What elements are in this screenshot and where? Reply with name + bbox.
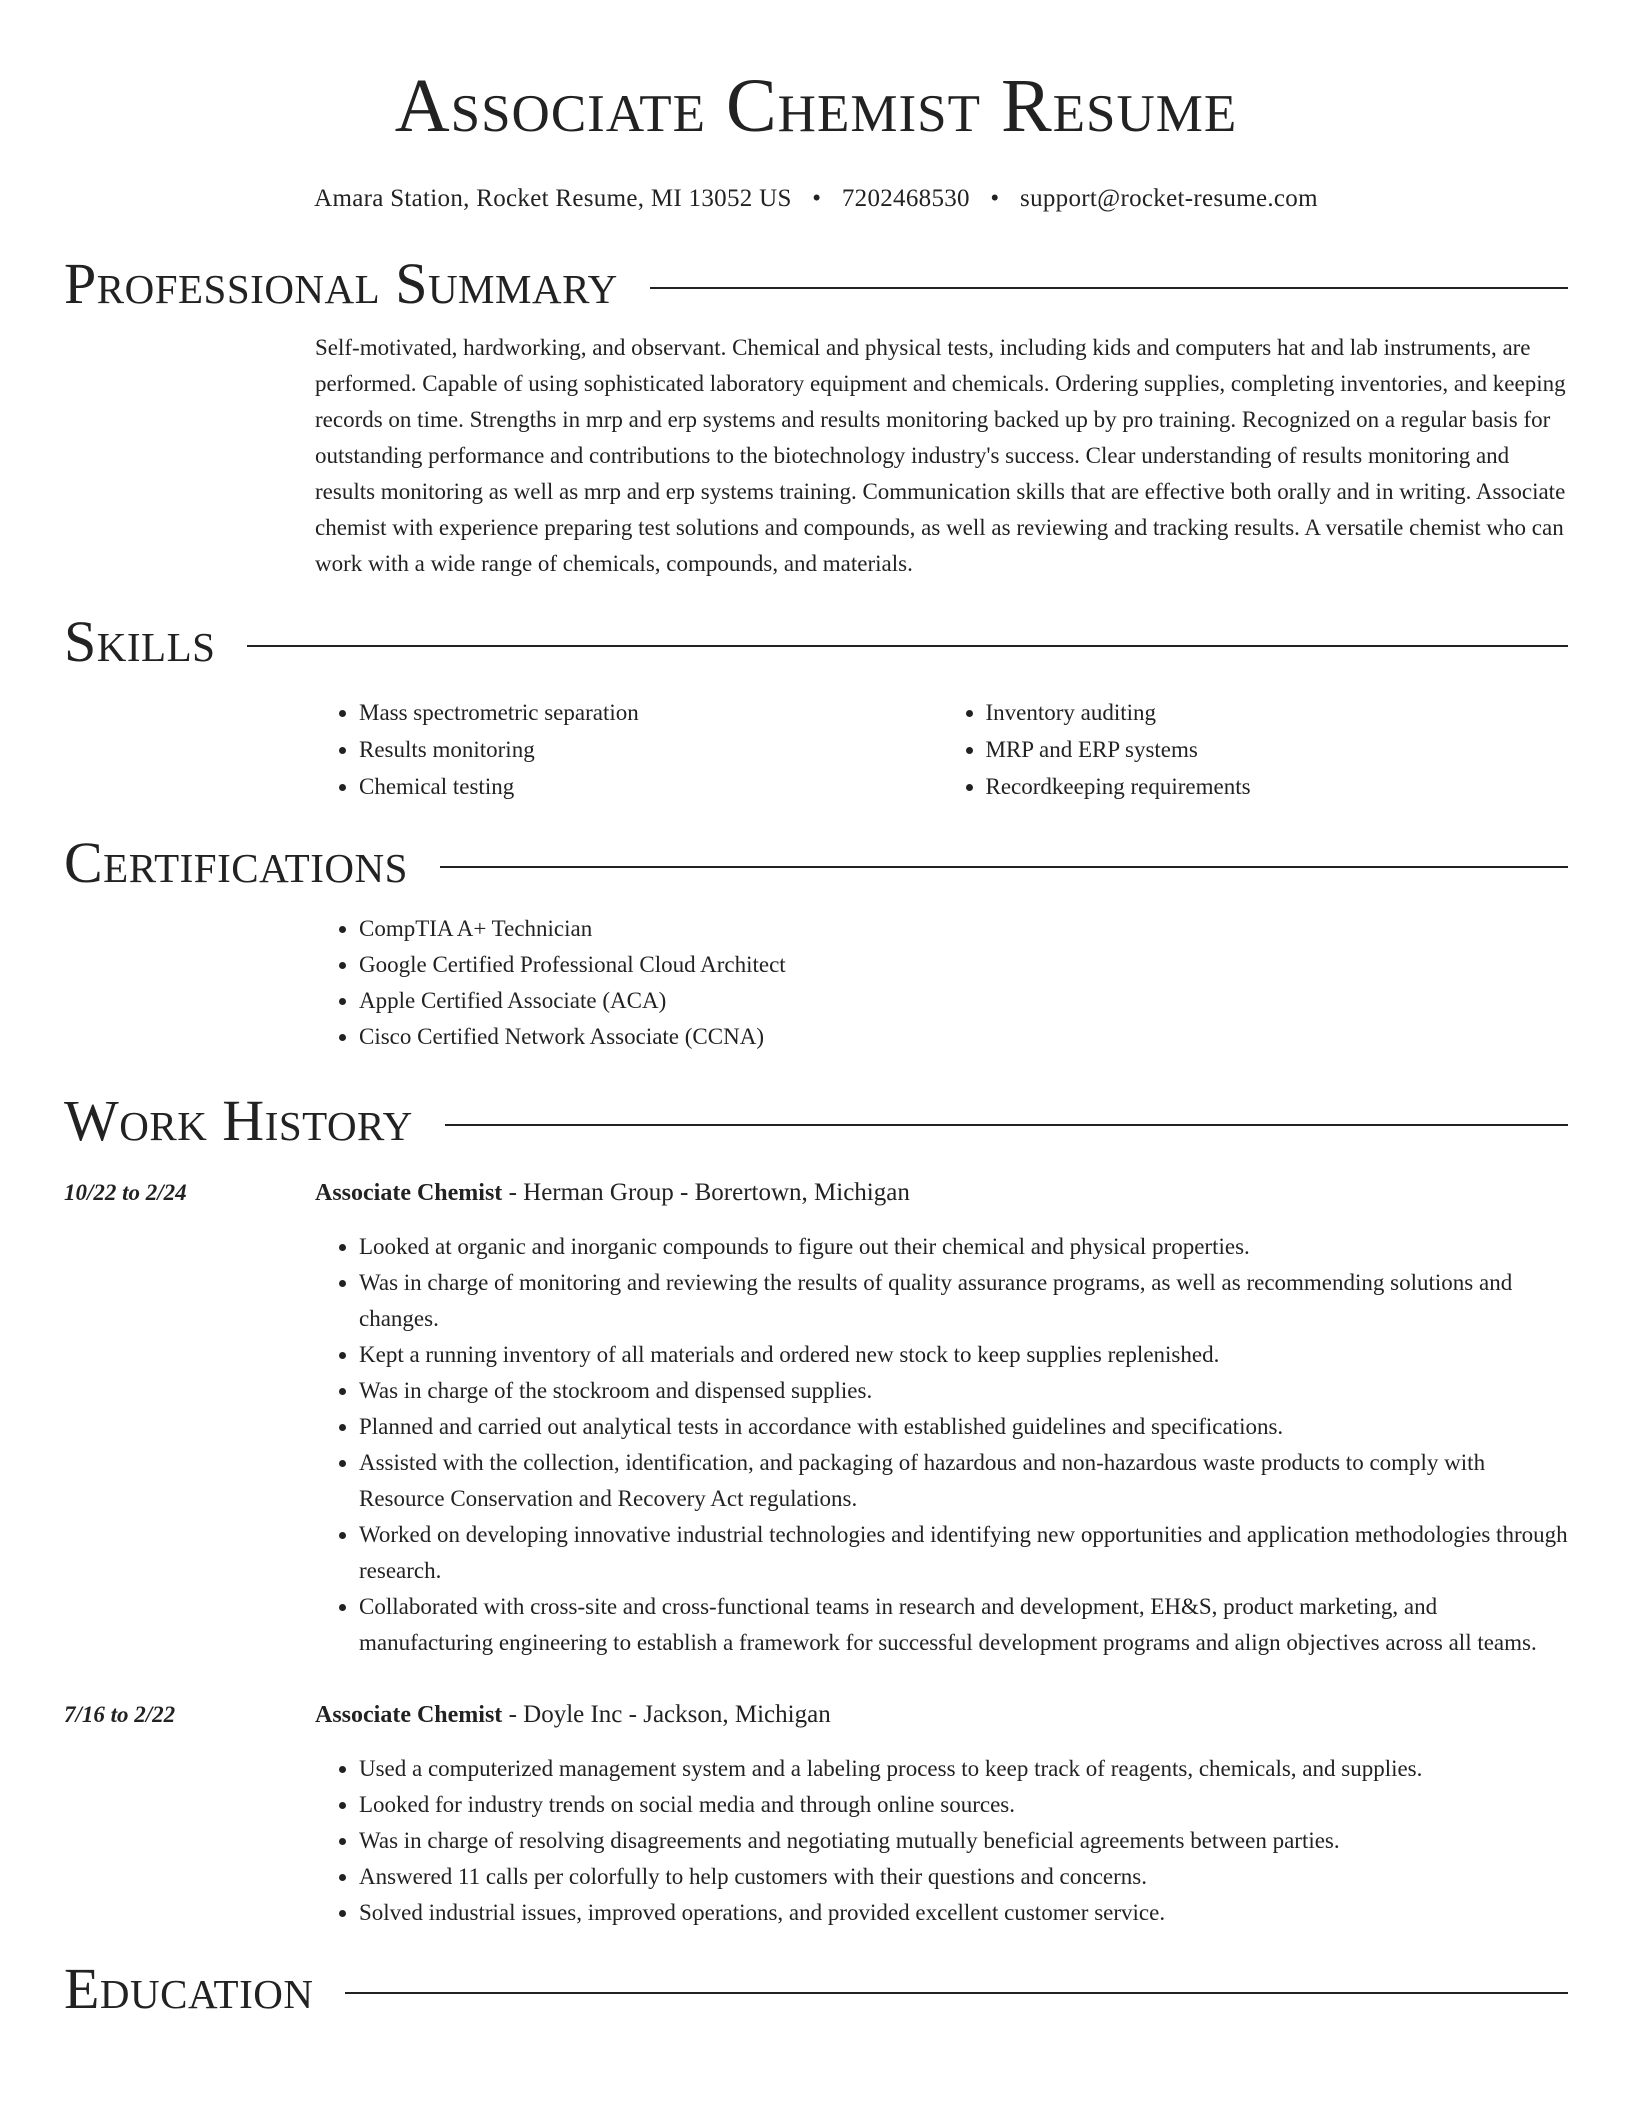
certifications-list <box>315 911 1568 1055</box>
job-bullet: • Looked for industry trends on social media and through online sources. <box>359 1787 1568 1823</box>
job-bullet: • Looked at organic and inorganic compounds to figure out their chemical and physical properties. <box>359 1229 1568 1265</box>
job-dates: 10/22 to 2/24 <box>64 1180 187 1205</box>
skill-item: • Mass spectrometric separation <box>359 694 942 731</box>
skills-header <box>64 602 1568 682</box>
certifications-header <box>64 823 1568 903</box>
job-employer: - Doyle Inc - Jackson, Michigan <box>502 1701 831 1728</box>
contact-separator: • <box>990 185 1000 212</box>
skill-item: • Inventory auditing <box>986 694 1569 731</box>
skills-grid <box>315 694 1568 805</box>
job-bullet: • Assisted with the collection, identification, and packaging of hazardous and non-hazardous waste products to comply with Resource Conservation and Recovery Act regulations. <box>359 1445 1568 1517</box>
section-divider <box>440 866 1568 868</box>
job-header <box>315 1175 1568 1211</box>
work-history-heading: Work History <box>64 1088 413 1153</box>
skills-right-column <box>942 694 1569 805</box>
certification-item: • Google Certified Professional Cloud Architect <box>359 947 1568 983</box>
skill-item: • Results monitoring <box>359 731 942 768</box>
section-divider <box>650 287 1568 289</box>
job-bullet: • Was in charge of resolving disagreements and negotiating mutually beneficial agreements between parties. <box>359 1823 1568 1859</box>
job-bullet: • Used a computerized management system and a labeling process to keep track of reagents, chemicals, and supplies. <box>359 1751 1568 1787</box>
skill-item: • Recordkeeping requirements <box>986 768 1569 805</box>
certification-item: • CompTIA A+ Technician <box>359 911 1568 947</box>
job-bullet: • Worked on developing innovative industrial technologies and identifying new opportunities and application methodologies through research. <box>359 1517 1568 1589</box>
resume-title: Associate Chemist Resume <box>394 64 1238 148</box>
skills-left-column <box>315 694 942 805</box>
job-bullet: • Solved industrial issues, improved operations, and provided excellent customer service. <box>359 1895 1568 1931</box>
summary-text: Self-motivated, hardworking, and observant. Chemical and physical tests, including kids and computers hat and lab instruments, are performed. Capable of using sophisticated laboratory equipment and chemicals. Ordering supplies, completing inventories, and keeping records on time. Strengths in mrp and erp systems and results monitoring backed up by pro training. Recognized on a regular basis for outstanding performance and contributions to the biotechnology industry's success. Clear understanding of results monitoring and results monitoring as well as mrp and erp systems training. Communication skills that are effective both orally and in writing. Associate chemist with experience preparing test solutions and compounds, as well as reviewing and tracking results. A versatile chemist who can work with a wide range of chemicals, compounds, and materials. <box>315 335 1566 576</box>
skills-section <box>64 602 1568 805</box>
job-bullet: • Collaborated with cross-site and cross-functional teams in research and development, EH&S, product marketing, and manufacturing engineering to establish a framework for successful development programs and align objectives across all teams. <box>359 1589 1568 1661</box>
contact-separator: • <box>812 185 822 212</box>
job-content <box>315 1697 1568 1931</box>
section-divider <box>345 1992 1568 1994</box>
summary-heading: Professional Summary <box>64 251 618 316</box>
job-bullet: • Answered 11 calls per colorfully to help customers with their questions and concerns. <box>359 1859 1568 1895</box>
job-bullet: • Was in charge of the stockroom and dispensed supplies. <box>359 1373 1568 1409</box>
education-heading: Education <box>64 1956 314 2021</box>
work-history-section <box>64 1081 1568 1931</box>
job-dates: 7/16 to 2/22 <box>64 1702 176 1727</box>
contact-line <box>64 184 1568 214</box>
job-title: Associate Chemist <box>315 1180 503 1206</box>
skill-item: • MRP and ERP systems <box>986 731 1569 768</box>
section-divider <box>247 645 1568 647</box>
job-bullet: • Planned and carried out analytical tests in accordance with established guidelines and specifications. <box>359 1409 1568 1445</box>
certifications-heading: Certifications <box>64 830 408 895</box>
job-bullet: • Kept a running inventory of all materials and ordered new stock to keep supplies replenished. <box>359 1337 1568 1373</box>
job-entry <box>64 1175 1568 1661</box>
contact-phone: 7202468530 <box>841 185 970 212</box>
job-bullets <box>315 1229 1568 1661</box>
contact-email: support@rocket-resume.com <box>1020 185 1318 212</box>
education-header <box>64 1949 1568 2029</box>
certification-item: • Cisco Certified Network Associate (CCNA) <box>359 1019 1568 1055</box>
certification-item: • Apple Certified Associate (ACA) <box>359 983 1568 1019</box>
education-section <box>64 1949 1568 2029</box>
summary-header <box>64 244 1568 324</box>
job-bullets <box>315 1751 1568 1931</box>
skills-heading: Skills <box>64 609 216 674</box>
skill-item: • Chemical testing <box>359 768 942 805</box>
job-header <box>315 1697 1568 1733</box>
job-bullet: • Was in charge of monitoring and reviewing the results of quality assurance programs, as well as recommending solutions and changes. <box>359 1265 1568 1337</box>
job-entry <box>64 1697 1568 1931</box>
job-title: Associate Chemist <box>315 1702 503 1728</box>
section-divider <box>445 1124 1568 1126</box>
job-employer: - Herman Group - Borertown, Michigan <box>502 1179 910 1206</box>
contact-address: Amara Station, Rocket Resume, MI 13052 US <box>314 185 792 212</box>
job-content <box>315 1175 1568 1661</box>
certifications-section <box>64 823 1568 1055</box>
work-history-header <box>64 1081 1568 1161</box>
certifications-body <box>315 911 1568 1055</box>
summary-section <box>64 244 1568 582</box>
